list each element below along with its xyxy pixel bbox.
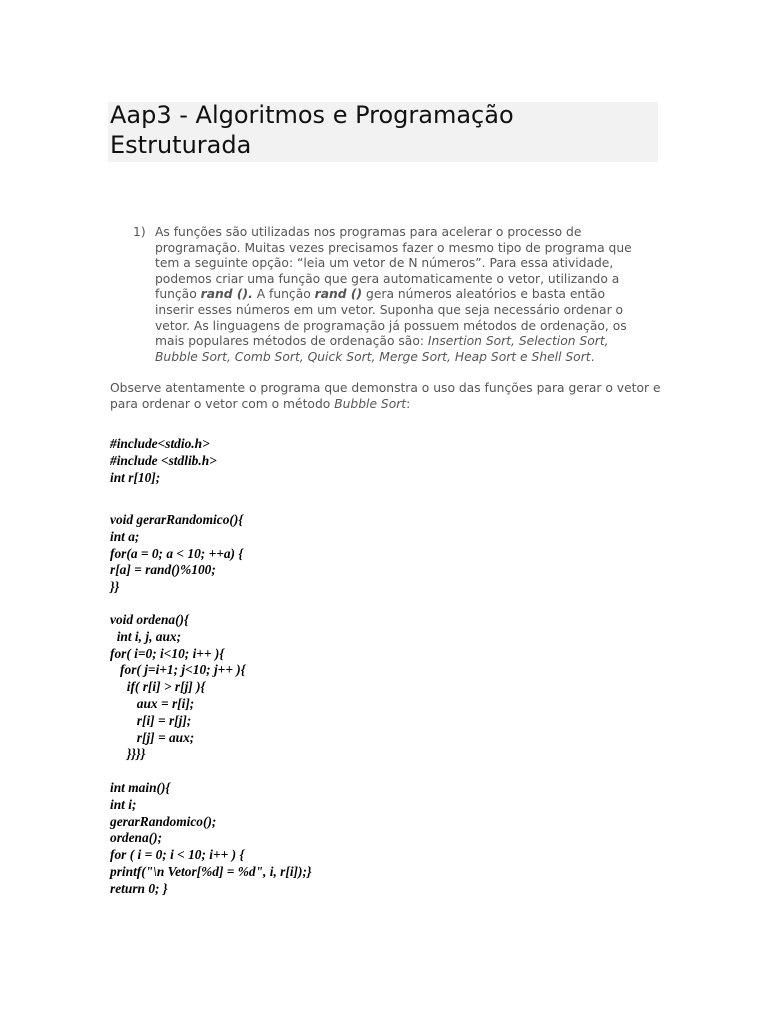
question-text-part-2: A função [252,287,315,302]
observe-text: Observe atentamente o programa que demonstra o uso das funções para gerar o vetor e para ordenar o vetor com o método [110,381,661,411]
rand-function-name-2: rand () [314,287,363,302]
question-number: 1) [133,225,146,239]
rand-function-name: rand (). [200,287,253,302]
question-text-part-3: gera números aleatórios e basta então inserir esses números em um vetor. Suponha que seja necessário ordenar o vetor. As linguagens de programação já possuem métodos de ordenação, os mais populares métodos de ordenação são: [155,287,627,349]
code-main: int main(){ int i; gerarRandomico(); ordena(); for ( i = 0; i < 10; i++ ) { printf("\n Vetor[%d] = %d", i, r[i]);} return 0; } [110,780,312,896]
question-text [155,225,663,365]
code-ordena: void ordena(){ int i, j, aux; for( i=0; i<10; i++ ){ for( j=i+1; j<10; j++ ){ if( r[i] > r[j] ){ aux = r[i]; r[i] = r[j]; r[j] = aux; }}}} [110,612,246,762]
question-text-end: . [590,349,595,364]
sort-methods-list: Insertion Sort, Selection Sort, Bubble Sort, Comb Sort, Quick Sort, Merge Sort, Heap Sort e Shell Sort [155,334,609,364]
title-line-1: Aap3 - Algoritmos e Programação [110,101,514,129]
code-includes: #include<stdio.h> #include <stdlib.h> int r[10]; [110,436,217,485]
observe-paragraph [110,381,665,412]
page-title [110,100,514,160]
bubble-sort-name: Bubble Sort [334,396,407,411]
title-line-2: Estruturada [110,131,252,159]
observe-end: : [406,396,411,411]
question-text-part-1: As funções são utilizadas nos programas para acelerar o processo de programação. Muitas vezes precisamos fazer o mesmo tipo de programa que tem a seguinte opção: “leia um vetor de N números”. Para essa atividade, podemos criar uma função que gera automaticamente o vetor, utilizando a função [155,225,632,302]
code-gerar-randomico: void gerarRandomico(){ int a; for(a = 0; a < 10; ++a) { r[a] = rand()%100; }} [110,512,243,595]
question-1 [133,225,663,365]
